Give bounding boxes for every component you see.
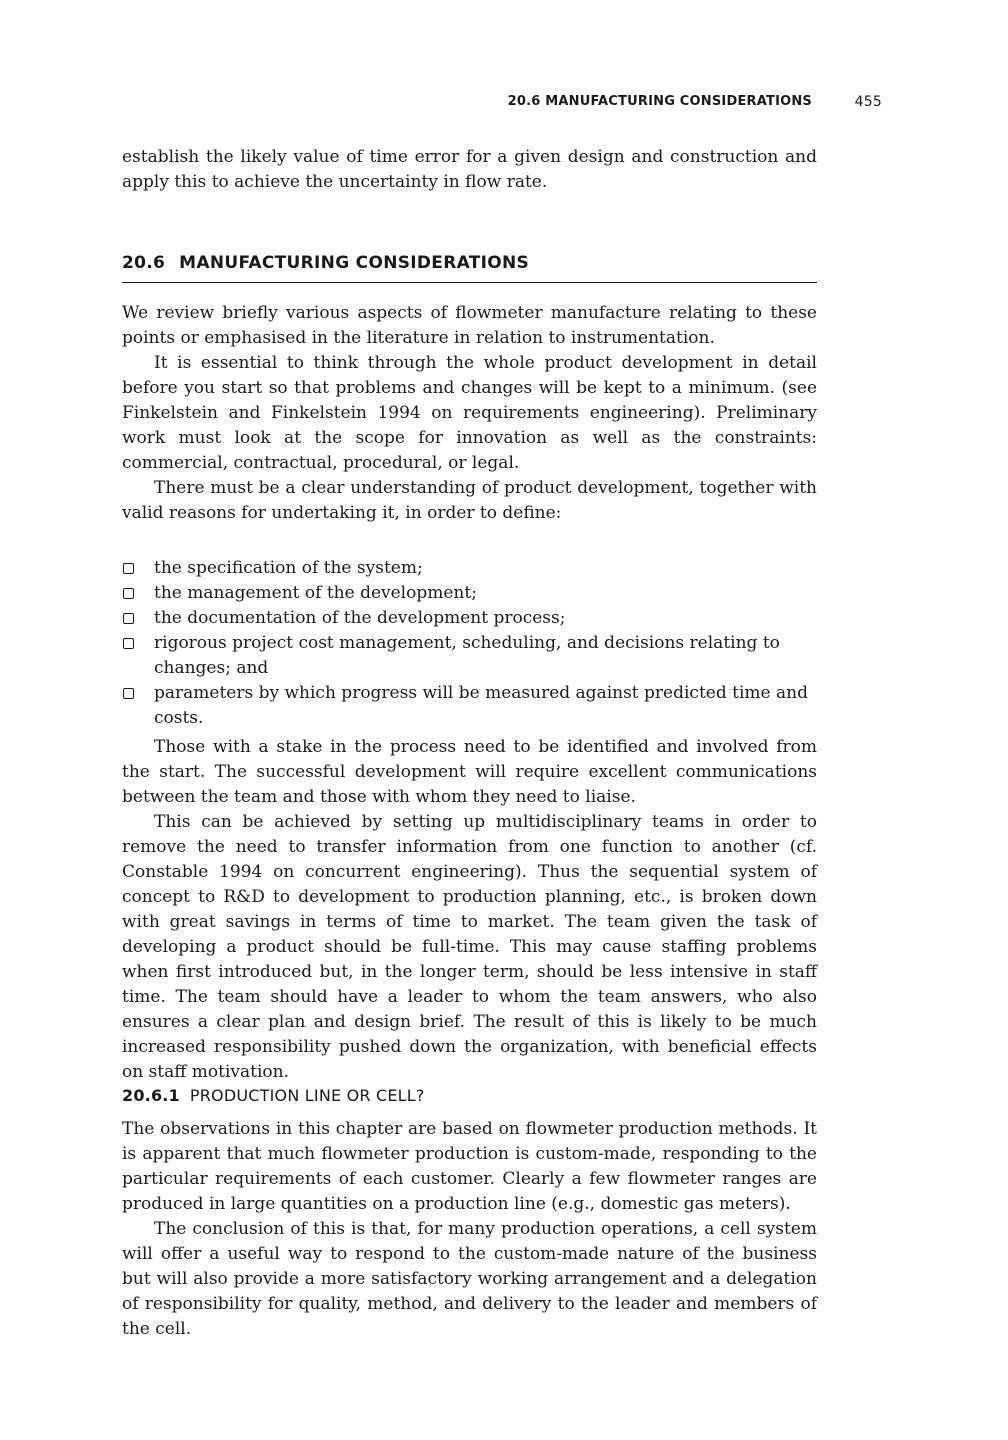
- paragraph: We review briefly various aspects of flowmeter manufacture relating to these points or emphasised in the literature in relation to instrumentation.: [122, 303, 817, 348]
- running-head-title: 20.6 MANUFACTURING CONSIDERATIONS: [507, 94, 812, 109]
- list-item-text: the documentation of the development process;: [154, 608, 566, 628]
- checkbox-bullet-icon: [123, 563, 134, 574]
- list-item-text: the specification of the system;: [154, 558, 423, 578]
- section-body: [122, 735, 817, 1085]
- list-item: [122, 681, 817, 731]
- list-item: [122, 581, 817, 606]
- paragraph: It is essential to think through the whole product development in detail before you start so that problems and changes will be kept to a minimum. (see Finkelstein and Finkelstein 1994 on requirements engineering). Preliminary work must look at the scope for innovation as well as the constraints: commercial, contractual, procedural, or legal.: [122, 353, 817, 473]
- paragraph: There must be a clear understanding of product development, together with valid reasons for undertaking it, in order to define:: [122, 478, 817, 523]
- list-item: [122, 631, 817, 681]
- paragraph: This can be achieved by setting up multidisciplinary teams in order to remove the need to transfer information from one function to another (cf. Constable 1994 on concurrent engineering). Thus the sequential system of concept to R&D to development to production planning, etc., is broken down with great savings in terms of time to market. The team given the task of developing a product should be full-time. This may cause staffing problems when first introduced but, in the longer term, should be less intensive in staff time. The team should have a leader to whom the team answers, who also ensures a clear plan and design brief. The result of this is likely to be much increased responsibility pushed down the organization, with beneficial effects on staff motivation.: [122, 812, 817, 1082]
- subsection-body: [122, 1117, 817, 1342]
- list-item: [122, 606, 817, 631]
- list-item-text: parameters by which progress will be measured against predicted time and costs.: [154, 683, 808, 728]
- opening-paragraph: establish the likely value of time error for a given design and construction and apply this to achieve the uncertainty in flow rate.: [122, 147, 817, 192]
- page-number: 455: [854, 94, 882, 110]
- running-head: [122, 94, 882, 114]
- subsection-title: PRODUCTION LINE OR CELL?: [189, 1086, 425, 1105]
- paragraph: Those with a stake in the process need to be identified and involved from the start. The successful development will require excellent communications between the team and those with whom they need to liaise.: [122, 737, 817, 807]
- checkbox-bullet-icon: [123, 613, 134, 624]
- subsection-number: 20.6.1: [122, 1086, 180, 1105]
- checkbox-bullet-icon: [123, 638, 134, 649]
- book-page: [122, 0, 882, 1440]
- subsection-heading: [122, 1086, 817, 1105]
- list-item: [122, 556, 817, 581]
- section-heading: [122, 253, 817, 273]
- section-number: 20.6: [122, 253, 166, 273]
- checkbox-bullet-icon: [123, 588, 134, 599]
- paragraph: The observations in this chapter are based on flowmeter production methods. It is apparent that much flowmeter production is custom-made, responding to the particular requirements of each customer. Clearly a few flowmeter ranges are produced in large quantities on a production line (e.g., domestic gas meters).: [122, 1119, 817, 1214]
- section-intro: [122, 301, 817, 526]
- section-title: MANUFACTURING CONSIDERATIONS: [179, 253, 530, 273]
- checkbox-bullet-icon: [123, 688, 134, 699]
- list-item-text: the management of the development;: [154, 583, 477, 603]
- paragraph: The conclusion of this is that, for many production operations, a cell system will offer a useful way to respond to the custom-made nature of the business but will also provide a more satisfactory working arrangement and a delegation of responsibility for quality, method, and delivery to the leader and members of the cell.: [122, 1219, 817, 1339]
- bullet-list: [122, 556, 817, 731]
- section-rule: [122, 282, 817, 283]
- list-item-text: rigorous project cost management, scheduling, and decisions relating to changes; and: [154, 633, 780, 678]
